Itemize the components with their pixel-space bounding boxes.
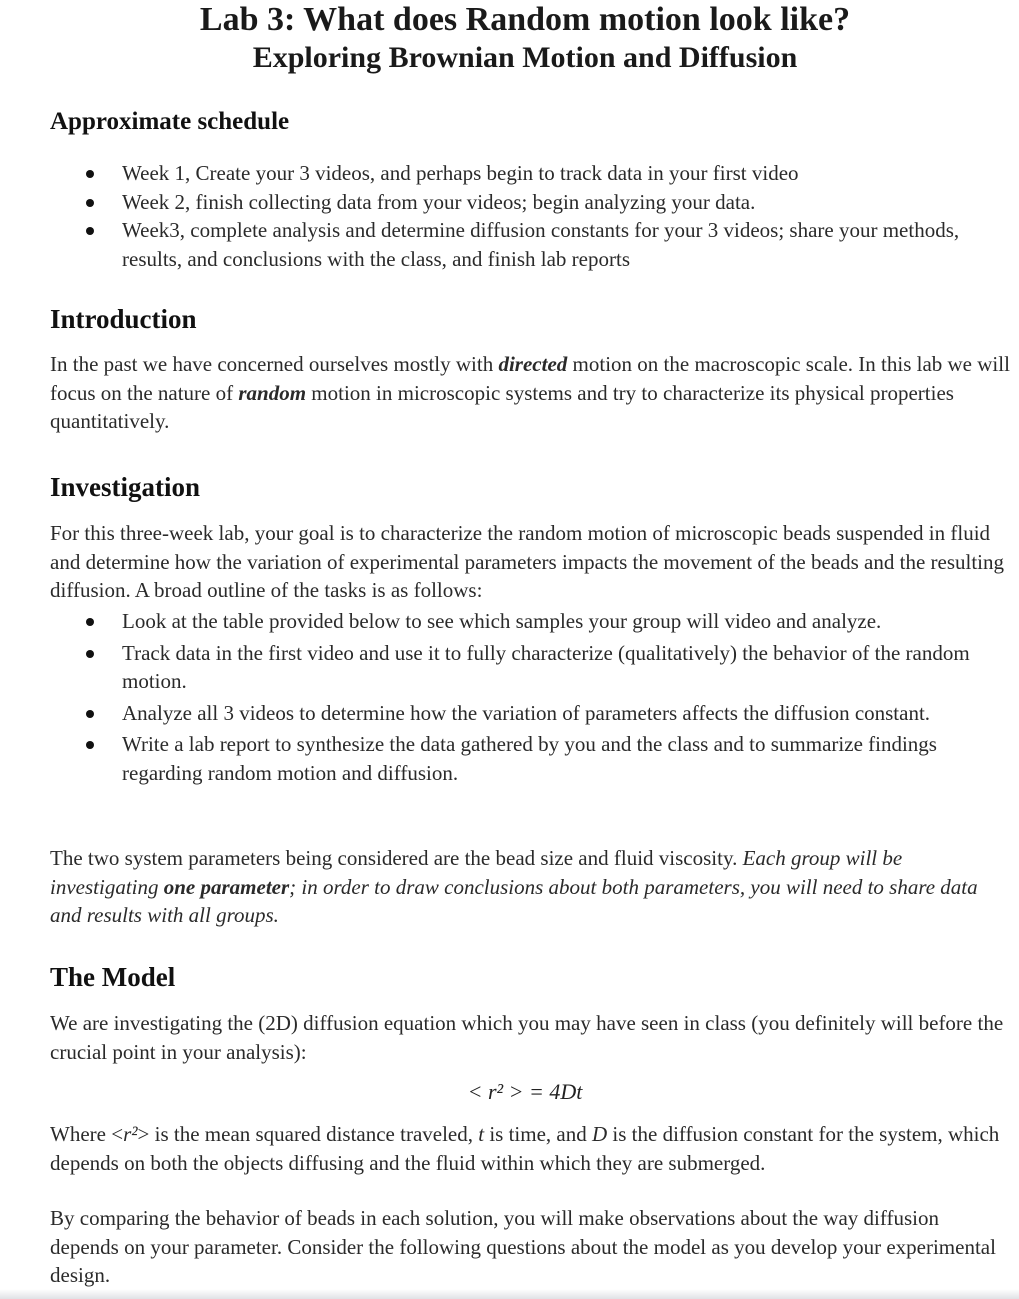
investigation-intro: For this three-week lab, your goal is to characterize the random motion of microscopic beads suspended in fluid and determine how the variation of experimental parameters impacts the movement of the beads and the resulting diffusion. A broad outline of the tasks is as follows:: [50, 521, 1005, 602]
investigation-list: [0, 607, 1000, 787]
model-paragraph: We are investigating the (2D) diffusion equation which you may have seen in class (you definitely will before the crucial point in your analysis):: [50, 1011, 1004, 1064]
diffusion-equation: < r² > = 4Dt: [467, 1079, 583, 1104]
bullet-icon: [86, 618, 94, 626]
schedule-heading: Approximate schedule: [50, 108, 290, 135]
list-item: Week 2, finish collecting data from your videos; begin analyzing your data.: [0, 188, 992, 217]
page-bottom-shadow: [0, 1289, 1019, 1299]
bullet-icon: [86, 710, 94, 718]
list-item: Track data in the first video and use it to fully characterize (qualitatively) the behavior of the random motion.: [0, 639, 992, 696]
list-item: Analyze all 3 videos to determine how the variation of parameters affects the diffusion constant.: [0, 699, 992, 728]
comparison-paragraph: By comparing the behavior of beads in each solution, you will make observations about the way diffusion depends on your parameter. Consider the following questions about the model as you develop your experimental design.: [50, 1206, 996, 1287]
schedule-list: [0, 159, 1000, 273]
equation-explanation: Where <r²> is the mean squared distance traveled, t is time, and D is the diffusion constant for the system, which depends on both the objects diffusing and the fluid within which they are submerged.: [50, 1122, 1000, 1175]
investigation-heading: Investigation: [50, 472, 201, 502]
introduction-heading: Introduction: [50, 304, 197, 334]
bullet-icon: [86, 227, 94, 235]
page-subtitle: Exploring Brownian Motion and Diffusion: [252, 41, 798, 74]
list-item: Week3, complete analysis and determine diffusion constants for your 3 videos; share your methods, results, and conclusions with the class, and finish lab reports: [0, 216, 992, 273]
list-item: Look at the table provided below to see which samples your group will video and analyze.: [0, 607, 992, 636]
list-item: Write a lab report to synthesize the data gathered by you and the class and to summarize findings regarding random motion and diffusion.: [0, 730, 992, 787]
bullet-icon: [86, 170, 94, 178]
bullet-icon: [86, 741, 94, 749]
introduction-paragraph: In the past we have concerned ourselves mostly with directed motion on the macroscopic scale. In this lab we will focus on the nature of random motion in microscopic systems and try to characterize its physical properties quantitatively.: [50, 352, 1010, 433]
bullet-icon: [86, 199, 94, 207]
bullet-icon: [86, 650, 94, 658]
page-title: Lab 3: What does Random motion look like?: [199, 1, 851, 38]
model-heading: The Model: [50, 962, 176, 992]
list-item: Week 1, Create your 3 videos, and perhaps begin to track data in your first video: [0, 159, 992, 188]
parameters-paragraph: The two system parameters being considered are the bead size and fluid viscosity. Each group will be investigating one parameter; in order to draw conclusions about both parameters, you will need to share data and results with all groups.: [50, 846, 978, 927]
